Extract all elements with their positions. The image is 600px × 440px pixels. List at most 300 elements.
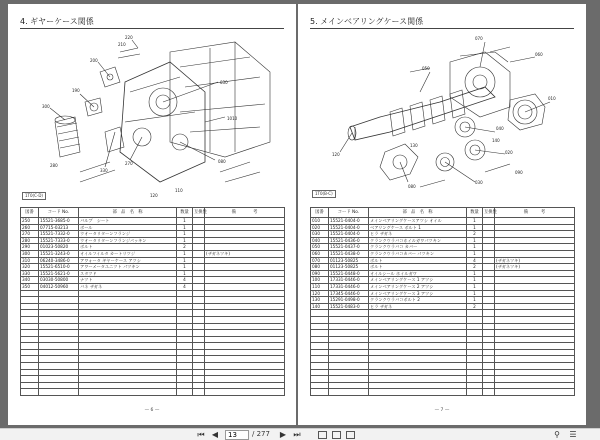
empty-cell [329, 369, 369, 376]
menu-icon[interactable]: ☰ [569, 430, 577, 439]
empty-cell [369, 376, 467, 383]
cell-name: スタツド [79, 270, 177, 277]
page-number: — 6 — [144, 408, 160, 413]
empty-cell [177, 349, 193, 356]
empty-cell [39, 330, 79, 337]
col-header-qty: 数量 [177, 208, 193, 218]
cell-remarks [205, 277, 285, 284]
svg-text:210: 210 [118, 42, 126, 47]
svg-text:030: 030 [220, 80, 228, 85]
table-row [311, 270, 575, 277]
col-header-remarks: 備 考 [205, 208, 285, 218]
cell-fig-no: 310 [21, 257, 39, 264]
next-page-icon[interactable]: ▶ [279, 430, 287, 439]
empty-cell [483, 356, 495, 363]
cell-name: ウオータリターンフランジ [79, 231, 177, 238]
empty-cell [205, 297, 285, 304]
cell-compat [193, 283, 205, 290]
svg-text:300: 300 [42, 104, 50, 109]
cell-remarks [205, 257, 285, 264]
left-page [8, 4, 296, 425]
empty-cell [177, 389, 193, 396]
cell-qty: 2 [467, 264, 483, 271]
table-row [21, 250, 285, 257]
cell-compat [193, 270, 205, 277]
empty-cell [21, 356, 39, 363]
empty-cell [329, 310, 369, 317]
cell-remarks [495, 224, 575, 231]
empty-table-row [21, 297, 285, 304]
empty-cell [79, 363, 177, 370]
empty-cell [369, 310, 467, 317]
cell-fig-no: 100 [311, 277, 329, 284]
col-header-fig-no: 図番 [21, 208, 39, 218]
svg-text:050: 050 [422, 66, 430, 71]
cell-name: メインベアリングケース 3 アツシ [369, 290, 467, 297]
empty-cell [193, 369, 205, 376]
empty-cell [329, 349, 369, 356]
prev-page-icon[interactable]: ◀ [211, 430, 219, 439]
cell-code: 15521-5621-0 [39, 270, 79, 277]
cell-code: 15521-0404-0 [329, 218, 369, 225]
empty-cell [483, 369, 495, 376]
cell-name: メインベアリングケースアツシ オイル [369, 218, 467, 225]
fit-page-icon[interactable] [332, 431, 341, 439]
empty-cell [39, 376, 79, 383]
empty-cell [495, 310, 575, 317]
empty-cell [311, 369, 329, 376]
cell-code: 15521-6510-0 [39, 264, 79, 271]
svg-text:130: 130 [410, 143, 418, 148]
cell-qty: 1 [177, 270, 193, 277]
empty-cell [79, 323, 177, 330]
cell-name: クランクウラバコボルト 2 [369, 297, 467, 304]
empty-cell [177, 330, 193, 337]
empty-cell [193, 382, 205, 389]
cell-code: 15521-0436-0 [329, 237, 369, 244]
cell-name: アワーメータユニツト パツキン [79, 264, 177, 271]
table-row [311, 283, 575, 290]
figure-id-label: 1T0(C-D) [22, 192, 46, 200]
empty-cell [467, 323, 483, 330]
svg-text:090: 090 [515, 170, 523, 175]
empty-cell [79, 369, 177, 376]
empty-cell [467, 376, 483, 383]
cell-remarks [495, 277, 575, 284]
first-page-icon[interactable]: ⏮ [197, 430, 205, 439]
cell-qty: 1 [467, 270, 483, 277]
cell-name: ボルト [369, 264, 467, 271]
empty-table-row [311, 382, 575, 389]
table-row [311, 237, 575, 244]
empty-cell [467, 382, 483, 389]
section-title: 5. メインベアリングケース関係 [310, 17, 424, 26]
cell-fig-no: 120 [311, 290, 329, 297]
empty-cell [495, 389, 575, 396]
empty-cell [369, 389, 467, 396]
cell-name: ヒラ ザガネ [369, 303, 467, 310]
cell-compat [483, 250, 495, 257]
cell-compat [193, 257, 205, 264]
empty-cell [193, 303, 205, 310]
cell-name: オイルシール ホイルガワ [369, 270, 467, 277]
empty-cell [79, 297, 177, 304]
cell-compat [193, 218, 205, 225]
empty-cell [177, 316, 193, 323]
parts-table [20, 207, 285, 396]
cell-compat [193, 237, 205, 244]
empty-table-row [21, 382, 285, 389]
cell-compat [483, 218, 495, 225]
cell-qty: 1 [177, 218, 193, 225]
cell-code: 15521-0483-0 [329, 303, 369, 310]
main-bearing-case-exploded-diagram [310, 32, 574, 200]
svg-text:080: 080 [218, 159, 226, 164]
cell-qty: 4 [467, 257, 483, 264]
cell-remarks [495, 283, 575, 290]
empty-cell [467, 336, 483, 343]
empty-cell [467, 356, 483, 363]
gear-case-exploded-diagram [20, 32, 284, 200]
empty-cell [205, 336, 285, 343]
viewer-toolbar [0, 428, 600, 440]
cell-code: 17345-0446-0 [329, 290, 369, 297]
cell-compat [193, 224, 205, 231]
cell-remarks [205, 231, 285, 238]
empty-cell [21, 310, 39, 317]
empty-table-row [311, 310, 575, 317]
cell-qty: 2 [467, 303, 483, 310]
cell-qty: 1 [467, 297, 483, 304]
empty-table-row [21, 303, 285, 310]
svg-text:200: 200 [90, 58, 98, 63]
empty-table-row [311, 356, 575, 363]
cell-name: ボルト [369, 257, 467, 264]
empty-cell [495, 316, 575, 323]
empty-cell [329, 323, 369, 330]
cell-name: オイルフイルタ カートリツジ [79, 250, 177, 257]
empty-cell [311, 336, 329, 343]
empty-cell [193, 336, 205, 343]
empty-cell [79, 290, 177, 297]
empty-cell [79, 330, 177, 337]
empty-cell [467, 343, 483, 350]
cell-qty: 1 [177, 224, 193, 231]
cell-qty: 2 [177, 244, 193, 251]
cell-remarks [205, 270, 285, 277]
empty-table-row [21, 356, 285, 363]
empty-cell [39, 382, 79, 389]
empty-cell [205, 389, 285, 396]
cell-qty: 1 [467, 283, 483, 290]
empty-cell [495, 369, 575, 376]
empty-cell [205, 303, 285, 310]
empty-table-row [311, 389, 575, 396]
right-page [298, 4, 586, 425]
empty-cell [369, 382, 467, 389]
col-header-name: 部 品 名 称 [79, 208, 177, 218]
cell-fig-no: 140 [311, 303, 329, 310]
empty-cell [21, 343, 39, 350]
svg-text:1010: 1010 [227, 116, 238, 121]
empty-cell [21, 369, 39, 376]
cell-compat [193, 231, 205, 238]
table-row [21, 218, 285, 225]
col-header-name: 部 品 名 称 [369, 208, 467, 218]
empty-cell [39, 356, 79, 363]
cell-remarks [495, 231, 575, 238]
empty-table-row [21, 330, 285, 337]
cell-fig-no: 040 [311, 237, 329, 244]
empty-cell [329, 363, 369, 370]
empty-cell [193, 297, 205, 304]
cell-fig-no: 020 [311, 224, 329, 231]
empty-cell [311, 349, 329, 356]
empty-cell [483, 310, 495, 317]
cell-remarks: (ザガネツキ) [205, 250, 285, 257]
empty-cell [311, 389, 329, 396]
total-pages-label: / 277 [252, 430, 270, 438]
empty-table-row [21, 290, 285, 297]
svg-text:020: 020 [505, 150, 513, 155]
empty-cell [329, 356, 369, 363]
cell-remarks [495, 303, 575, 310]
empty-cell [495, 363, 575, 370]
svg-text:120: 120 [332, 152, 340, 157]
cell-remarks [205, 237, 285, 244]
empty-cell [329, 389, 369, 396]
empty-cell [193, 310, 205, 317]
cell-fig-no: 350 [21, 283, 39, 290]
empty-table-row [21, 310, 285, 317]
cell-compat [483, 297, 495, 304]
cell-code: 06240-3486-0 [39, 257, 79, 264]
empty-table-row [311, 349, 575, 356]
cell-qty: 1 [467, 277, 483, 284]
empty-cell [205, 349, 285, 356]
svg-text:110: 110 [175, 188, 183, 193]
empty-cell [21, 336, 39, 343]
empty-cell [311, 382, 329, 389]
cell-compat [483, 244, 495, 251]
cell-fig-no: 250 [21, 218, 39, 225]
empty-cell [39, 336, 79, 343]
empty-cell [79, 349, 177, 356]
empty-cell [39, 323, 79, 330]
cell-compat [483, 237, 495, 244]
section-title: 4. ギヤーケース関係 [20, 17, 94, 26]
col-header-code: コード No. [39, 208, 79, 218]
cell-fig-no: 010 [311, 218, 329, 225]
empty-cell [193, 330, 205, 337]
cell-name: アワォータ ギヤーケース アツシ [79, 257, 177, 264]
empty-cell [329, 343, 369, 350]
empty-cell [177, 356, 193, 363]
cell-qty: 1 [177, 257, 193, 264]
cell-name: クランクウラバコホイルガワパツキン [369, 237, 467, 244]
table-row [311, 303, 575, 310]
empty-cell [467, 389, 483, 396]
cell-fig-no: 320 [21, 264, 39, 271]
empty-cell [205, 343, 285, 350]
empty-cell [369, 363, 467, 370]
empty-cell [177, 343, 193, 350]
empty-cell [495, 349, 575, 356]
table-row [21, 244, 285, 251]
empty-cell [495, 343, 575, 350]
table-row [21, 257, 285, 264]
empty-cell [205, 290, 285, 297]
empty-cell [467, 363, 483, 370]
empty-cell [21, 323, 39, 330]
empty-table-row [21, 369, 285, 376]
empty-cell [495, 382, 575, 389]
last-page-icon[interactable]: ⏭ [293, 430, 301, 439]
empty-cell [205, 376, 285, 383]
empty-cell [177, 290, 193, 297]
empty-cell [21, 297, 39, 304]
empty-cell [329, 382, 369, 389]
empty-cell [21, 316, 39, 323]
empty-cell [21, 290, 39, 297]
cell-qty: 4 [177, 277, 193, 284]
cell-code: 07715-03213 [39, 224, 79, 231]
cell-code: 01023-50820 [39, 244, 79, 251]
empty-cell [193, 323, 205, 330]
cell-name: ベアリングケース ボルト 1 [369, 224, 467, 231]
empty-cell [39, 316, 79, 323]
cell-fig-no: 090 [311, 270, 329, 277]
empty-cell [467, 316, 483, 323]
fit-width-icon[interactable] [318, 431, 327, 439]
cell-fig-no: 060 [311, 250, 329, 257]
two-page-view-icon[interactable] [346, 431, 355, 439]
empty-cell [193, 349, 205, 356]
cell-qty: 1 [467, 224, 483, 231]
cell-fig-no: 070 [311, 257, 329, 264]
cell-fig-no: 330 [21, 270, 39, 277]
empty-cell [193, 389, 205, 396]
empty-cell [311, 310, 329, 317]
empty-table-row [21, 363, 285, 370]
empty-cell [177, 310, 193, 317]
table-header-row [21, 208, 285, 218]
empty-cell [329, 376, 369, 383]
table-row [311, 218, 575, 225]
empty-cell [39, 343, 79, 350]
table-row [311, 257, 575, 264]
table-row [311, 250, 575, 257]
parts-table [310, 207, 575, 396]
empty-cell [329, 330, 369, 337]
svg-text:010: 010 [548, 96, 556, 101]
cell-qty: 2 [467, 231, 483, 238]
empty-cell [21, 376, 39, 383]
empty-cell [39, 363, 79, 370]
cell-qty: 1 [467, 244, 483, 251]
cell-compat [483, 257, 495, 264]
empty-table-row [21, 343, 285, 350]
empty-cell [79, 336, 177, 343]
cell-qty: 1 [177, 231, 193, 238]
cell-name: ヒラ ザガネ [369, 231, 467, 238]
cell-compat [483, 270, 495, 277]
cell-remarks [205, 264, 285, 271]
table-row [311, 264, 575, 271]
cell-fig-no: 050 [311, 244, 329, 251]
empty-cell [483, 336, 495, 343]
page-number-input[interactable] [225, 430, 249, 440]
cell-name: メインベアリングケース 2 アツシ [369, 283, 467, 290]
empty-cell [311, 356, 329, 363]
cell-fig-no: 260 [21, 224, 39, 231]
cell-qty: 1 [467, 237, 483, 244]
empty-cell [21, 349, 39, 356]
cell-code: 15521-0437-0 [329, 244, 369, 251]
search-icon[interactable]: ⚲ [554, 430, 560, 439]
cell-remarks [205, 218, 285, 225]
empty-cell [369, 356, 467, 363]
empty-cell [369, 343, 467, 350]
cell-fig-no: 110 [311, 283, 329, 290]
table-row [311, 224, 575, 231]
cell-qty: 1 [467, 250, 483, 257]
empty-cell [329, 336, 369, 343]
empty-cell [205, 382, 285, 389]
empty-cell [205, 310, 285, 317]
empty-cell [193, 290, 205, 297]
cell-name: バネ ザガネ [79, 283, 177, 290]
empty-cell [79, 389, 177, 396]
cell-code: 15521-3243-0 [39, 250, 79, 257]
empty-cell [39, 303, 79, 310]
cell-remarks [205, 244, 285, 251]
cell-code: 15521-7333-0 [39, 237, 79, 244]
svg-text:060: 060 [535, 52, 543, 57]
empty-cell [311, 323, 329, 330]
cell-compat [483, 224, 495, 231]
cell-name: バルブ シート [79, 218, 177, 225]
svg-text:270: 270 [125, 161, 133, 166]
empty-cell [369, 323, 467, 330]
cell-code: 17331-0446-0 [329, 283, 369, 290]
svg-text:330: 330 [100, 168, 108, 173]
empty-table-row [21, 323, 285, 330]
empty-cell [21, 303, 39, 310]
empty-cell [369, 316, 467, 323]
empty-cell [311, 316, 329, 323]
empty-cell [39, 369, 79, 376]
empty-cell [467, 330, 483, 337]
cell-qty: 1 [467, 218, 483, 225]
table-row [21, 264, 285, 271]
col-header-code: コード No. [329, 208, 369, 218]
cell-code: 15521-0404-0 [329, 224, 369, 231]
empty-cell [483, 323, 495, 330]
cell-code: 01123-50825 [329, 257, 369, 264]
empty-cell [311, 363, 329, 370]
empty-cell [177, 297, 193, 304]
svg-text:070: 070 [475, 36, 483, 41]
page-number: — 7 — [434, 408, 450, 413]
title-rule [20, 28, 284, 29]
empty-cell [177, 323, 193, 330]
empty-table-row [311, 363, 575, 370]
empty-table-row [21, 389, 285, 396]
empty-table-row [311, 336, 575, 343]
cell-qty: 1 [177, 237, 193, 244]
empty-cell [39, 290, 79, 297]
